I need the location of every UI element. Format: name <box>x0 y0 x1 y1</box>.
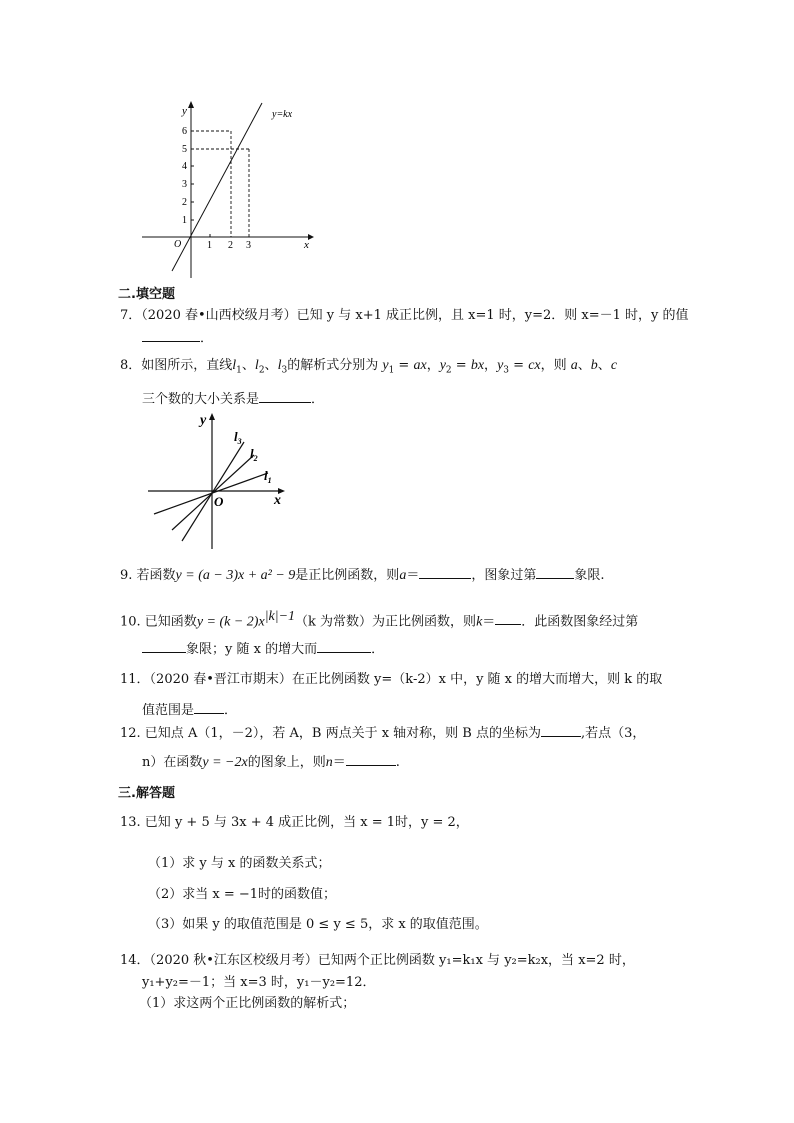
origin-label: O <box>174 239 182 250</box>
q13-stem: 13. 已知 y + 5 与 3x + 4 成正比例，当 x = 1时，y = 2， <box>120 815 469 830</box>
q12-blank-b[interactable] <box>541 724 581 737</box>
x-tick-1: 1 <box>207 240 212 251</box>
y-tick-3: 3 <box>182 179 187 190</box>
axis-x-label: x <box>304 239 309 251</box>
q13-part1: （1）求 y 与 x 的函数关系式； <box>148 856 331 871</box>
y-axis-arrow-icon <box>188 101 194 108</box>
figure-ykx-graph <box>138 98 318 280</box>
q7-line1: 7．（2020 春•山西校级月考）已知 y 与 x+1 成正比例，且 x=1 时，y=2．则 x=－1 时，y 的值 <box>120 308 689 323</box>
fig2-y-arrow-icon <box>209 413 215 420</box>
x-tick-2: 2 <box>228 240 233 251</box>
q8-line1: 8．如图所示，直线$l_1$、$l_2$、$l_3$的解析式分别为 $y_1$ = ax，$y_2$ = bx，$y_3$ = cx，则 a、b、c <box>120 358 618 376</box>
fig2-line-l1 <box>154 473 268 514</box>
x-tick-3: 3 <box>246 240 251 251</box>
y-tick-5: 5 <box>182 144 187 155</box>
q13-part2: （2）求当 x = −1时的函数值； <box>148 887 337 902</box>
q10-line2: 象限；y 随 x 的增大而 ． <box>142 640 384 658</box>
q13-part3: （3）如果 y 的取值范围是 0 ≤ y ≤ 5，求 x 的取值范围。 <box>148 917 488 932</box>
q11-line2: 值范围是 ． <box>142 703 238 718</box>
q10-blank-trend[interactable] <box>317 640 371 653</box>
fig2-axis-x-label: x <box>274 493 281 508</box>
q14-line1: 14．（2020 秋•江东区校级月考）已知两个正比例函数 y₁=k₁x 与 y₂=k₂x，当 x=2 时， <box>120 953 635 968</box>
q12-line2: n）在函数y = −2x的图象上，则n＝ . <box>142 755 400 770</box>
q12-line1: 12. 已知点 A（1，－2），若 A，B 两点关于 x 轴对称，则 B 点的坐标为 ,若点（3， <box>120 726 646 741</box>
q10-blank-k[interactable] <box>495 612 521 625</box>
q9-blank-a[interactable] <box>419 566 471 579</box>
q10-blank-quadrant[interactable] <box>142 640 186 653</box>
y-tick-6: 6 <box>182 126 187 137</box>
func-label: y=kx <box>272 109 293 120</box>
fig2-origin-label: O <box>214 494 224 509</box>
y-tick-1: 1 <box>182 215 187 226</box>
fig2-l2-label: $l_2$ <box>250 446 258 463</box>
q9-blank-quadrant[interactable] <box>536 566 574 579</box>
q10-line1: 10. 已知函数$y = (k - 2)x^{|k|-1}(k$ 为常数）为正比例函数，则k＝ ．此函数图象经过第 <box>120 609 639 630</box>
q8-answer-blank[interactable] <box>259 390 311 403</box>
q7-line2: ． <box>142 329 213 347</box>
section-fill-in-title: 二.填空题 <box>118 287 175 302</box>
q14-part1: （1）求这两个正比例函数的解析式； <box>139 996 356 1011</box>
figure-three-lines <box>142 410 292 552</box>
q9-formula: y = (a − 3)x + a² − 9 <box>175 568 296 583</box>
y-tick-2: 2 <box>182 197 187 208</box>
q12-blank-n[interactable] <box>346 753 396 766</box>
y-tick-4: 4 <box>182 161 187 172</box>
q7-answer-blank[interactable] <box>142 329 200 342</box>
section-answer-title: 三.解答题 <box>118 786 175 801</box>
q14-line2: y₁+y₂=－1；当 x=3 时，y₁－y₂=12． <box>142 975 376 990</box>
q8-line2: 三个数的大小关系是 ． <box>142 392 325 407</box>
q9-line: 9. 若函数y = (a − 3)x + a² − 9是正比例函数，则a＝ ，图象过第 象限. <box>120 568 605 583</box>
fig2-l1-label: $l_1$ <box>264 468 272 485</box>
fig2-l3-label: $l_3$ <box>234 429 242 446</box>
x-axis-arrow-icon <box>308 234 314 240</box>
q11-answer-blank[interactable] <box>194 701 224 714</box>
axis-y-label: y <box>182 105 187 117</box>
q11-line1: 11．（2020 春•晋江市期末）在正比例函数 y=（k-2）x 中，y 随 x 的增大而增大，则 k 的取 <box>120 672 663 687</box>
fig2-axis-y-label: y <box>200 413 207 428</box>
